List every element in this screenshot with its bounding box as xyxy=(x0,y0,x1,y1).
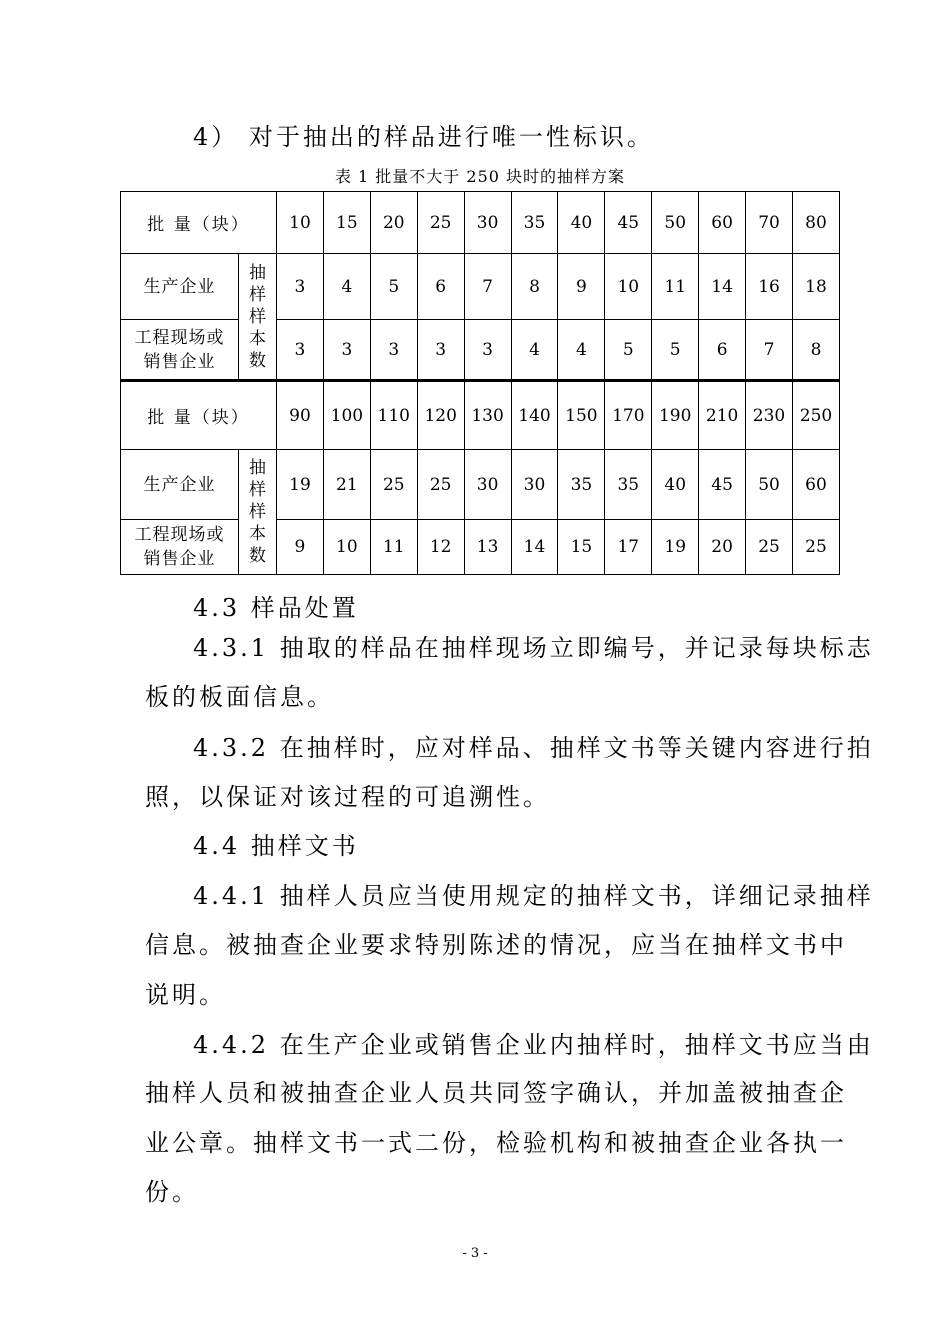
site-cell: 5 xyxy=(652,320,699,381)
batch-cell: 230 xyxy=(746,381,793,450)
section-heading-4-4: 4.4 抽样文书 xyxy=(193,832,359,860)
page-number: - 3 - xyxy=(462,1246,488,1261)
production-label-cell: 生产企业 xyxy=(121,254,239,320)
site-cell: 3 xyxy=(370,320,417,381)
production-cell: 14 xyxy=(699,254,746,320)
batch-cell: 70 xyxy=(746,192,793,254)
table-row xyxy=(121,520,840,575)
site-cell: 3 xyxy=(277,320,324,381)
paragraph-4-4-2-line: 份。 xyxy=(145,1178,199,1206)
production-cell: 30 xyxy=(464,450,511,520)
batch-cell: 90 xyxy=(277,381,324,450)
site-label-cell xyxy=(121,320,239,381)
production-cell: 60 xyxy=(792,450,839,520)
production-cell: 8 xyxy=(511,254,558,320)
batch-label-cell: 批 量（块） xyxy=(121,381,277,450)
production-label-cell: 生产企业 xyxy=(121,450,239,520)
production-cell: 10 xyxy=(605,254,652,320)
production-cell: 11 xyxy=(652,254,699,320)
site-cell: 12 xyxy=(417,520,464,575)
batch-cell: 50 xyxy=(652,192,699,254)
production-cell: 5 xyxy=(370,254,417,320)
paragraph-4-4-2-line: 4.4.2 在生产企业或销售企业内抽样时，抽样文书应当由 xyxy=(193,1031,874,1059)
sample-count-char: 样 xyxy=(249,480,266,500)
production-cell: 50 xyxy=(746,450,793,520)
paragraph-4-4-2-line: 抽样人员和被抽查企业人员共同签字确认，并加盖被抽查企 xyxy=(145,1079,847,1107)
batch-cell: 150 xyxy=(558,381,605,450)
site-label-line: 工程现场或 xyxy=(134,525,225,545)
site-cell: 10 xyxy=(323,520,370,575)
site-cell: 14 xyxy=(511,520,558,575)
site-cell: 3 xyxy=(417,320,464,381)
batch-cell: 20 xyxy=(370,192,417,254)
table-row xyxy=(121,254,840,320)
production-cell: 4 xyxy=(323,254,370,320)
batch-cell: 130 xyxy=(464,381,511,450)
sample-count-label-cell xyxy=(239,450,277,575)
paragraph-4-4-1-line: 说明。 xyxy=(145,981,226,1009)
site-label-line: 工程现场或 xyxy=(134,327,225,348)
site-cell: 3 xyxy=(464,320,511,381)
batch-label-cell: 批 量（块） xyxy=(121,192,277,254)
batch-cell: 25 xyxy=(417,192,464,254)
production-cell: 25 xyxy=(417,450,464,520)
production-cell: 25 xyxy=(370,450,417,520)
batch-cell: 100 xyxy=(323,381,370,450)
paragraph-4-3-1-line: 4.3.1 抽取的样品在抽样现场立即编号，并记录每块标志 xyxy=(193,634,874,662)
site-cell: 13 xyxy=(464,520,511,575)
paragraph-4-4-2-line: 业公章。抽样文书一式二份，检验机构和被抽查企业各执一 xyxy=(145,1129,847,1157)
production-cell: 7 xyxy=(464,254,511,320)
batch-cell: 30 xyxy=(464,192,511,254)
batch-cell: 210 xyxy=(699,381,746,450)
paragraph-4-3-2-line: 照，以保证对该过程的可追溯性。 xyxy=(145,783,550,811)
site-label-cell xyxy=(121,520,239,575)
batch-cell: 120 xyxy=(417,381,464,450)
production-cell: 45 xyxy=(699,450,746,520)
sampling-table xyxy=(120,191,840,575)
production-cell: 40 xyxy=(652,450,699,520)
site-label-line: 销售企业 xyxy=(143,549,216,569)
table-row xyxy=(121,381,840,450)
intro-line: 4） 对于抽出的样品进行唯一性标识。 xyxy=(193,123,654,151)
production-cell: 3 xyxy=(277,254,324,320)
sample-count-char: 抽 xyxy=(249,262,266,283)
batch-cell: 60 xyxy=(699,192,746,254)
site-cell: 15 xyxy=(558,520,605,575)
paragraph-4-4-1-line: 4.4.1 抽样人员应当使用规定的抽样文书，详细记录抽样 xyxy=(193,882,874,910)
sample-count-char: 数 xyxy=(249,546,266,566)
production-cell: 35 xyxy=(558,450,605,520)
site-cell: 4 xyxy=(558,320,605,381)
table-caption: 表 1 批量不大于 250 块时的抽样方案 xyxy=(334,167,626,186)
table-row xyxy=(121,320,840,381)
production-cell: 16 xyxy=(746,254,793,320)
production-cell: 30 xyxy=(511,450,558,520)
sample-count-char: 数 xyxy=(249,350,266,371)
site-cell: 7 xyxy=(746,320,793,381)
table-row xyxy=(121,192,840,254)
batch-cell: 110 xyxy=(370,381,417,450)
batch-cell: 45 xyxy=(605,192,652,254)
site-cell: 5 xyxy=(605,320,652,381)
site-cell: 3 xyxy=(323,320,370,381)
production-cell: 18 xyxy=(792,254,839,320)
production-cell: 19 xyxy=(277,450,324,520)
batch-cell: 250 xyxy=(792,381,839,450)
batch-cell: 190 xyxy=(652,381,699,450)
sample-count-char: 抽 xyxy=(249,458,266,478)
batch-cell: 35 xyxy=(511,192,558,254)
sample-count-char: 样 xyxy=(249,284,266,305)
production-cell: 9 xyxy=(558,254,605,320)
site-cell: 25 xyxy=(746,520,793,575)
batch-cell: 10 xyxy=(277,192,324,254)
site-cell: 25 xyxy=(792,520,839,575)
paragraph-4-3-2-line: 4.3.2 在抽样时，应对样品、抽样文书等关键内容进行拍 xyxy=(193,734,874,762)
production-cell: 35 xyxy=(605,450,652,520)
site-cell: 4 xyxy=(511,320,558,381)
batch-cell: 80 xyxy=(792,192,839,254)
site-label-line: 销售企业 xyxy=(143,351,216,372)
batch-cell: 40 xyxy=(558,192,605,254)
site-cell: 8 xyxy=(792,320,839,381)
section-heading-4-3: 4.3 样品处置 xyxy=(193,594,359,622)
sample-count-char: 本 xyxy=(249,328,266,349)
sample-count-label-cell xyxy=(239,254,277,381)
site-cell: 19 xyxy=(652,520,699,575)
production-cell: 21 xyxy=(323,450,370,520)
site-cell: 11 xyxy=(370,520,417,575)
sample-count-char: 样 xyxy=(249,306,266,327)
sample-count-char: 本 xyxy=(249,524,266,544)
sample-count-char: 样 xyxy=(249,502,266,522)
paragraph-4-3-1-line: 板的板面信息。 xyxy=(145,683,334,711)
production-cell: 6 xyxy=(417,254,464,320)
site-cell: 9 xyxy=(277,520,324,575)
site-cell: 17 xyxy=(605,520,652,575)
batch-cell: 15 xyxy=(323,192,370,254)
table-row xyxy=(121,450,840,520)
site-cell: 6 xyxy=(699,320,746,381)
batch-cell: 170 xyxy=(605,381,652,450)
batch-cell: 140 xyxy=(511,381,558,450)
paragraph-4-4-1-line: 信息。被抽查企业要求特别陈述的情况，应当在抽样文书中 xyxy=(145,931,847,959)
site-cell: 20 xyxy=(699,520,746,575)
